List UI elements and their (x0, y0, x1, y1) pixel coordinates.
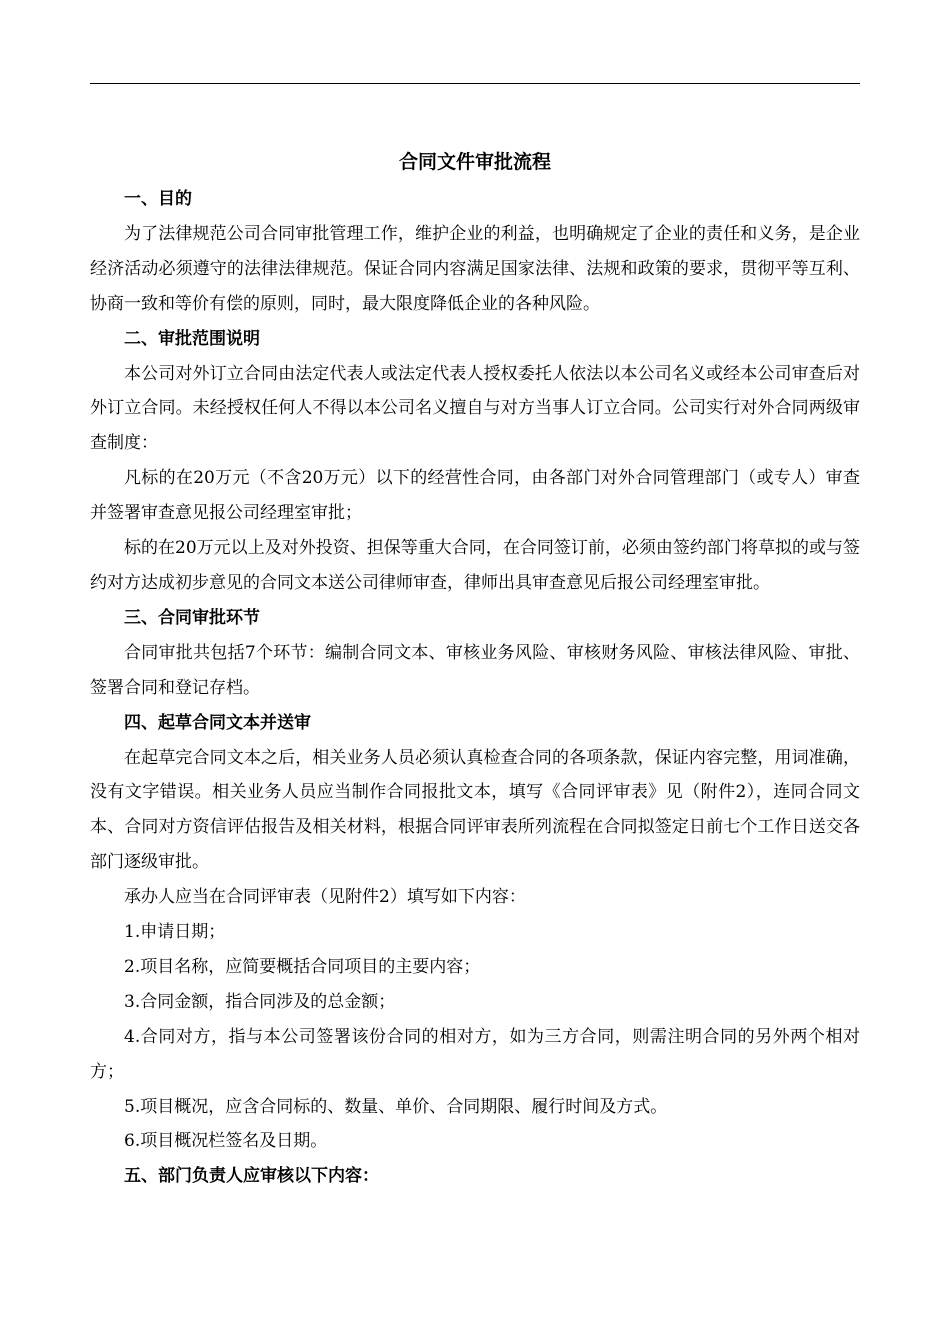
body-paragraph: 标的在20万元以上及对外投资、担保等重大合同，在合同签订前，必须由签约部门将草拟的或与签约对方达成初步意见的合同文本送公司律师审查，律师出具审查意见后报公司经理室审批。 (90, 538, 860, 593)
document-title: 合同文件审批流程 (398, 151, 551, 173)
section-heading: 三、合同审批环节 (124, 607, 260, 628)
document-body (90, 142, 860, 1194)
section-heading: 五、部门负责人应审核以下内容： (124, 1166, 379, 1187)
body-paragraph: 承办人应当在合同评审表（见附件2）填写如下内容： (124, 887, 526, 908)
section-heading: 二、审批范围说明 (124, 328, 260, 349)
body-paragraph: 凡标的在20万元（不含20万元）以下的经营性合同，由各部门对外合同管理部门（或专人）审查并签署审查意见报公司经理室审批； (90, 468, 860, 524)
section-heading: 一、目的 (124, 189, 192, 209)
paragraph-list (90, 182, 860, 1194)
body-paragraph: 5.项目概况，应含合同标的、数量、单价、合同期限、履行时间及方式。 (124, 1096, 668, 1117)
section-heading: 四、起草合同文本并送审 (124, 712, 311, 733)
header-rule (90, 83, 860, 84)
body-paragraph: 6.项目概况栏签名及日期。 (124, 1131, 328, 1152)
body-paragraph: 4.合同对方，指与本公司签署该份合同的相对方，如为三方合同，则需注明合同的另外两个相对方； (90, 1026, 860, 1082)
body-paragraph: 2.项目名称，应简要概括合同项目的主要内容； (124, 956, 481, 977)
body-paragraph: 3.合同金额，指合同涉及的总金额； (124, 991, 396, 1012)
body-paragraph: 合同审批共包括7个环节：编制合同文本、审核业务风险、审核财务风险、审核法律风险、审批、签署合同和登记存档。 (90, 642, 860, 698)
body-paragraph: 1.申请日期； (124, 922, 226, 943)
body-paragraph: 在起草完合同文本之后，相关业务人员必须认真检查合同的各项条款，保证内容完整，用词准确，没有文字错误。相关业务人员应当制作合同报批文本，填写《合同评审表》见（附件2），连同合同文本、合同对方资信评估报告及相关材料，根据合同评审表所列流程在合同拟签定日前七个工作日送交各部门逐级审批。 (90, 747, 860, 873)
body-paragraph: 为了法律规范公司合同审批管理工作，维护企业的利益，也明确规定了企业的责任和义务，是企业经济活动必须遵守的法律法律规范。保证合同内容满足国家法律、法规和政策的要求，贯彻平等互利、协商一致和等价有偿的原则，同时，最大限度降低企业的各种风险。 (90, 223, 860, 314)
body-paragraph: 本公司对外订立合同由法定代表人或法定代表人授权委托人依法以本公司名义或经本公司审查后对外订立合同。未经授权任何人不得以本公司名义擅自与对方当事人订立合同。公司实行对外合同两级审查制度： (90, 363, 860, 454)
